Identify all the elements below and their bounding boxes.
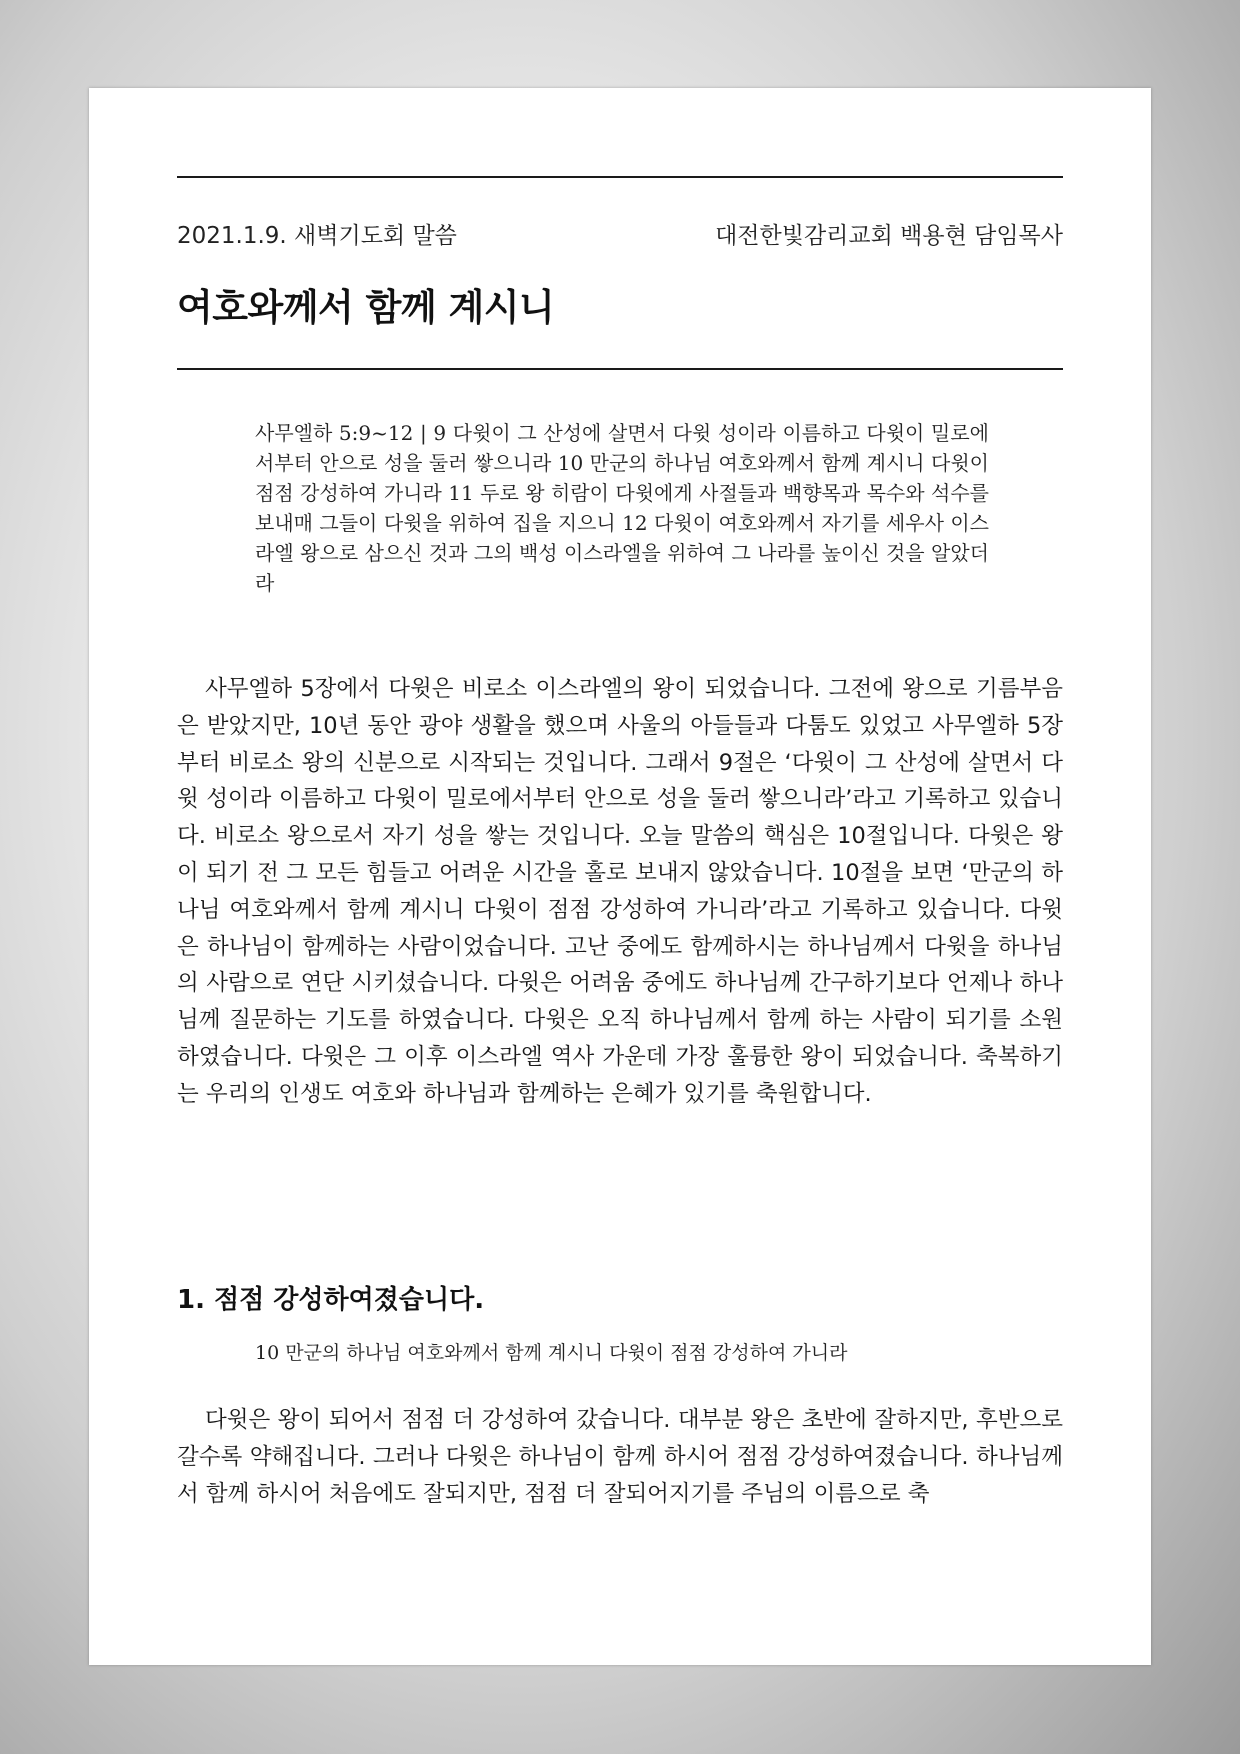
scripture-passage: 사무엘하 5:9~12 | 9 다윗이 그 산성에 살면서 다윗 성이라 이름하고 다윗이 밀로에서부터 안으로 성을 둘러 쌓으니라 10 만군의 하나님 여호와께서 함께 계시니 다윗이 점점 강성하여 가니라 11 두로 왕 히람이 다윗에게 사절들과 백향목과 목수와 석수를 보내매 그들이 다윗을 위하여 집을 지으니 12 다윗이 여호와께서 자기를 세우사 이스라엘 왕으로 삼으신 것과 그의 백성 이스라엘을 위하여 그 나라를 높이신 것을 알았더라	[255, 421, 989, 595]
title-divider	[177, 368, 1063, 370]
intro-paragraph: 사무엘하 5장에서 다윗은 비로소 이스라엘의 왕이 되었습니다. 그전에 왕으로 기름부음은 받았지만, 10년 동안 광야 생활을 했으며 사울의 아들들과 다툼도 있었고 사무엘하 5장부터 비로소 왕의 신분으로 시작되는 것입니다. 그래서 9절은 ‘다윗이 그 산성에 살면서 다윗 성이라 이름하고 다윗이 밀로에서부터 안으로 성을 둘러 쌓으니라’라고 기록하고 있습니다. 비로소 왕으로서 자기 성을 쌓는 것입니다. 오늘 말씀의 핵심은 10절입니다. 다윗은 왕이 되기 전 그 모든 힘들고 어려운 시간을 홀로 보내지 않았습니다. 10절을 보면 ‘만군의 하나님 여호와께서 함께 계시니 다윗이 점점 강성하여 가니라’라고 기록하고 있습니다. 다윗은 하나님이 함께하는 사람이었습니다. 고난 중에도 함께하시는 하나님께서 다윗을 하나님의 사람으로 연단 시키셨습니다. 다윗은 어려움 중에도 하나님께 간구하기보다 언제나 하나님께 질문하는 기도를 하였습니다. 다윗은 오직 하나님께서 함께 하는 사람이 되기를 소원하였습니다. 다윗은 그 이후 이스라엘 역사 가운데 가장 훌륭한 왕이 되었습니다. 축복하기는 우리의 인생도 여호와 하나님과 함께하는 은혜가 있기를 축원합니다.	[177, 676, 1063, 1107]
sermon-date: 2021.1.9. 새벽기도회 말씀	[177, 223, 457, 249]
church-pastor: 대전한빛감리교회 백용현 담임목사	[715, 223, 1063, 249]
sermon-title: 여호와께서 함께 계시니	[177, 286, 555, 329]
section-paragraph: 다윗은 왕이 되어서 점점 더 강성하여 갔습니다. 대부분 왕은 초반에 잘하지만, 후반으로 갈수록 약해집니다. 그러나 다윗은 하나님이 함께 하시어 점점 강성하여졌습니다. 하나님께서 함께 하시어 처음에도 잘되지만, 점점 더 잘되어지기를 주님의 이름으로 축	[177, 1407, 1063, 1507]
sermon-meta	[177, 220, 1063, 252]
document-page	[89, 88, 1151, 1665]
section-heading: 1. 점점 강성하여졌습니다.	[177, 1285, 485, 1315]
top-divider	[177, 176, 1063, 178]
section-verse: 10 만군의 하나님 여호와께서 함께 계시니 다윗이 점점 강성하여 가니라	[255, 1342, 848, 1364]
